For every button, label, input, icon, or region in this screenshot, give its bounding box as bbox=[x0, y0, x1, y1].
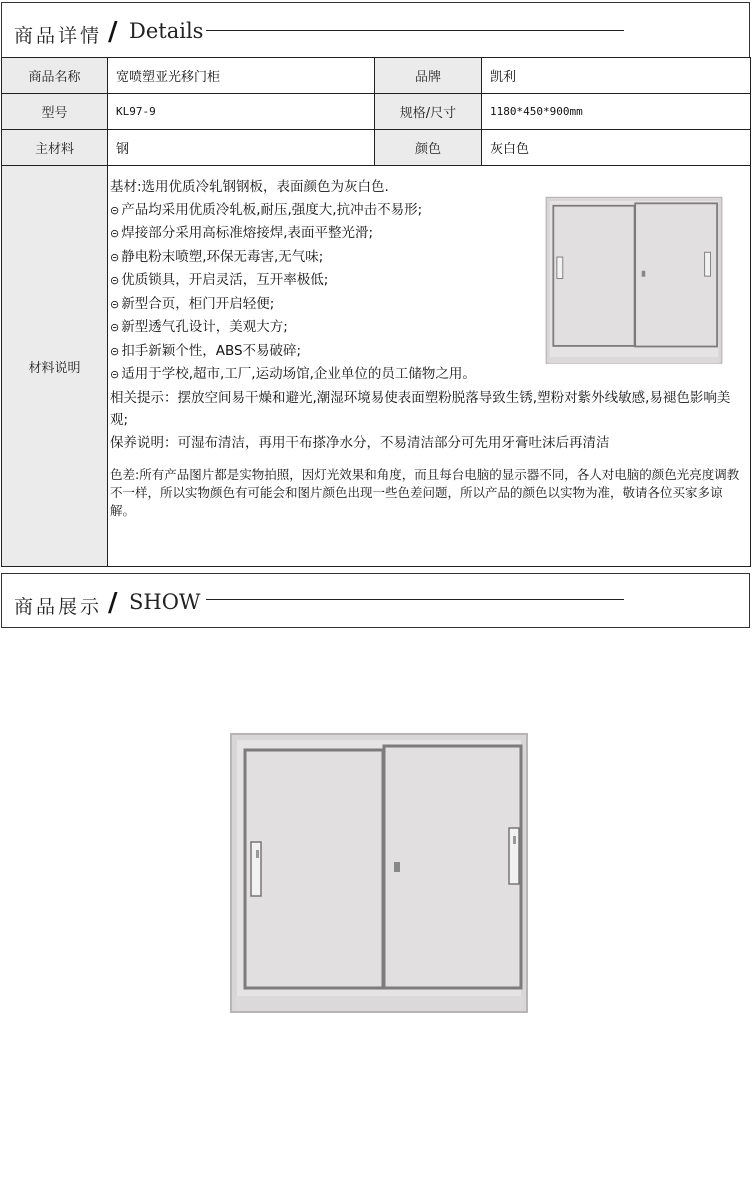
show-header-slash: / bbox=[108, 588, 118, 618]
spec-row-name bbox=[2, 58, 751, 94]
feature-item: ⊝ 扣手新颖个性，ABS不易破碎; bbox=[110, 340, 750, 364]
size-label: 规格/尺寸 bbox=[375, 94, 482, 130]
details-header-slash: / bbox=[108, 17, 118, 47]
details-section-header bbox=[1, 2, 750, 58]
name-label: 商品名称 bbox=[2, 58, 108, 94]
show-header-en: SHOW bbox=[129, 590, 201, 614]
details-header-en: Details bbox=[129, 19, 204, 43]
details-header-cn: 商品详情 bbox=[14, 25, 103, 47]
desc-base: 基材:选用优质冷轧钢钢板，表面颜色为灰白色. bbox=[110, 179, 389, 195]
material-label: 主材料 bbox=[2, 130, 108, 166]
model-value: KL97-9 bbox=[108, 94, 375, 130]
details-header-rule bbox=[206, 30, 624, 31]
color-label: 颜色 bbox=[375, 130, 482, 166]
name-value: 宽喷塑亚光移门柜 bbox=[108, 58, 375, 94]
product-thumbnail-cabinet bbox=[545, 195, 723, 365]
material-value: 钢 bbox=[108, 130, 375, 166]
size-value: 1180*450*900mm bbox=[482, 94, 751, 130]
feature-item: ⊝ 静电粉末喷塑,环保无毒害,无气味; bbox=[110, 246, 750, 270]
color-value: 灰白色 bbox=[482, 130, 751, 166]
feature-item: ⊝ 新型透气孔设计，美观大方; bbox=[110, 316, 750, 340]
desc-tip: 相关提示：摆放空间易干燥和避光,潮湿环境易使表面塑粉脱落导致生锈,塑粉对紫外线敏感,易褪色影响美观; bbox=[110, 389, 731, 428]
product-show-cabinet bbox=[229, 730, 529, 1015]
show-section-header bbox=[1, 573, 750, 628]
feature-item: ⊝ 优质锁具，开启灵活，互开率极低; bbox=[110, 269, 750, 293]
brand-label: 品牌 bbox=[375, 58, 482, 94]
desc-color-note: 色差:所有产品图片都是实物拍照，因灯光效果和角度，而且每台电脑的显示器不同，各人对电脑的颜色光亮度调教不一样，所以实物颜色有可能会和图片颜色出现一些色差问题，所以产品的颜色以实物为准，敬请各位买家多谅解。 bbox=[110, 467, 740, 518]
brand-value: 凯利 bbox=[482, 58, 751, 94]
feature-item: ⊝ 新型合页，柜门开启轻便; bbox=[110, 293, 750, 317]
desc-label: 材料说明 bbox=[2, 166, 108, 567]
show-header-rule bbox=[206, 599, 624, 600]
desc-care: 保养说明：可湿布清洁，再用干布搽净水分，不易清洁部分可先用牙膏吐沫后再清洁 bbox=[110, 434, 610, 451]
show-header-cn: 商品展示 bbox=[14, 596, 103, 618]
feature-item: ⊝ 焊接部分采用高标准熔接焊,表面平整光滑; bbox=[110, 222, 750, 246]
spec-row-model bbox=[2, 94, 751, 130]
feature-item: ⊝ 产品均采用优质冷轧板,耐压,强度大,抗冲击不易形; bbox=[110, 199, 750, 223]
spec-row-material bbox=[2, 130, 751, 166]
model-label: 型号 bbox=[2, 94, 108, 130]
feature-item: ⊝ 适用于学校,超市,工厂,运动场馆,企业单位的员工储物之用。 bbox=[110, 363, 750, 387]
